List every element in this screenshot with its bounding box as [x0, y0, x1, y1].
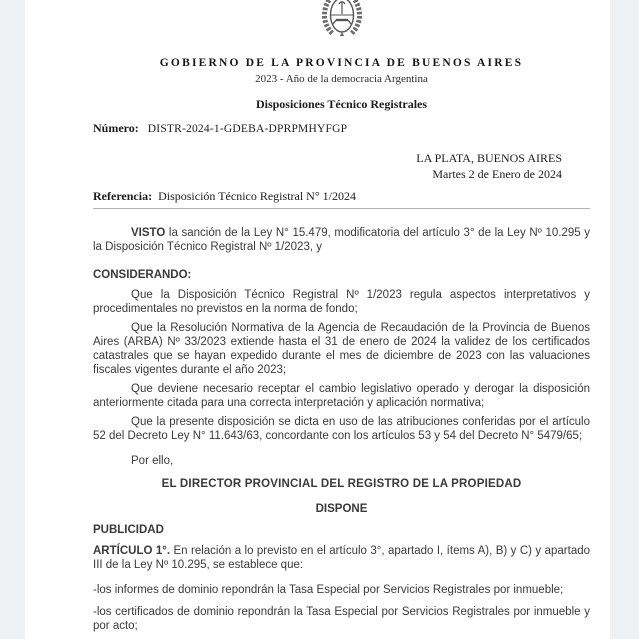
visto-paragraph	[93, 226, 590, 254]
consideration-paragraph: Que deviene necesario receptar el cambio legislativo operado y derogar la disposición anteriormente citada para una correcta interpretación y aplicación normativa;	[93, 383, 590, 409]
city-line: LA PLATA, BUENOS AIRES	[416, 151, 562, 165]
dispone-heading: DISPONE	[315, 503, 368, 515]
considerando-heading: CONSIDERANDO:	[93, 269, 192, 281]
articulo-1-label: ARTÍCULO 1°.	[93, 545, 171, 557]
consideration-paragraph: Que la Disposición Técnico Registral Nº 1/2023 regula aspectos interpretativos y procedimentales no previstos en la norma de fondo;	[93, 289, 590, 315]
document-type-title: Disposiciones Técnico Registrales	[255, 97, 428, 111]
argentina-coat-of-arms-icon	[318, 0, 366, 36]
visto-text: la sanción de la Ley N° 15.479, modificatoria del artículo 3° de la Ley Nº 10.295 y la Disposición Técnico Registral Nº 1/2023, y	[93, 227, 590, 253]
consideration-paragraph: Que la Resolución Normativa de la Agencia de Recaudación de la Provincia de Buenos Aires (ARBA) Nº 33/2023 extiende hasta el 31 de enero de 2024 la validez de los certificados catastrales que se hayan expedido durante el mes de diciembre de 2023 con las valuaciones fiscales vigentes durante el año 2023;	[93, 322, 590, 376]
number-label: Número:	[93, 121, 139, 135]
publicidad-heading: PUBLICIDAD	[93, 524, 164, 536]
document-content	[93, 0, 590, 639]
header-divider	[93, 208, 590, 209]
bullet-item: -los informes de dominio repondrán la Tasa Especial por Servicios Registrales por inmueble;	[93, 584, 564, 596]
reference-row	[93, 189, 590, 204]
reference-label: Referencia:	[93, 189, 153, 203]
authority-line: EL DIRECTOR PROVINCIAL DEL REGISTRO DE LA PROPIEDAD	[161, 478, 522, 490]
bullet-item: -los certificados de dominio repondrán la Tasa Especial por Servicios Registrales por inmueble y por acto;	[93, 606, 590, 632]
document-number-row	[93, 121, 590, 137]
por-ello: Por ello,	[131, 455, 174, 467]
number-value: DISTR-2024-1-GDEBA-DPRPMHYFGP	[147, 123, 348, 135]
place-date-block	[93, 150, 590, 182]
articulo-1-paragraph	[93, 544, 590, 572]
visto-keyword: VISTO	[131, 227, 166, 239]
date-line: Martes 2 de Enero de 2024	[432, 167, 562, 181]
year-motto: 2023 - Año de la democracia Argentina	[255, 73, 428, 85]
document-page	[25, 0, 610, 639]
document-body	[93, 226, 590, 633]
reference-value: Disposición Técnico Registral N° 1/2024	[158, 189, 356, 203]
consideration-paragraph: Que la presente disposición se dicta en uso de las atribuciones conferidas por el artículo 52 del Decreto Ley N° 11.643/63, concordante con los artículos 53 y 54 del Decreto N° 5479/65;	[93, 416, 590, 442]
articulo-1-text: En relación a lo previsto en el artículo 3°, apartado I, ítems A), B) y C) y apartado III de la Ley Nº 10.295, se establece que:	[93, 545, 591, 571]
government-header: GOBIERNO DE LA PROVINCIA DE BUENOS AIRES	[159, 57, 524, 69]
